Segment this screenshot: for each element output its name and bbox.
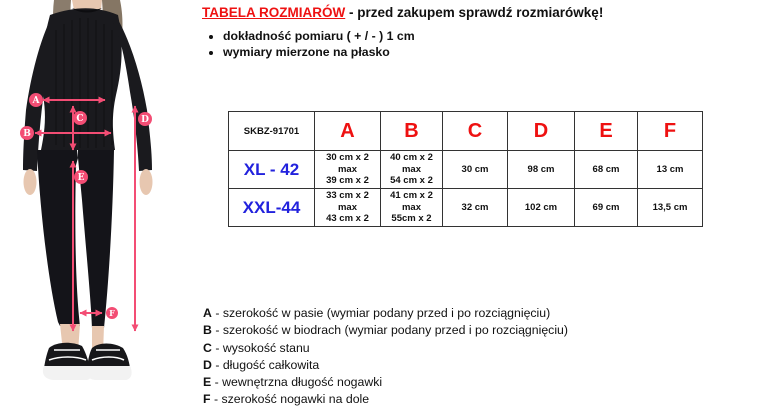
marker-letter-d: D [141, 115, 149, 126]
legend-item-c [203, 340, 683, 357]
measurement-cell [315, 151, 381, 189]
column-header-f: F [638, 112, 703, 151]
size-label-xl: XL - 42 [229, 151, 315, 189]
legend-separator: - [215, 323, 220, 338]
legend-text: długość całkowita [222, 357, 320, 372]
value-line: 30 cm x 2 [326, 151, 369, 163]
column-header-c: C [443, 112, 508, 151]
table-header-row [229, 112, 703, 151]
size-table-wrap [228, 111, 703, 227]
legend-separator: - [215, 306, 220, 320]
value-line: max [401, 201, 421, 213]
value-line: 54 cm x 2 [390, 175, 433, 187]
column-header-b: B [381, 112, 443, 151]
size-label-xxl: XXL-44 [229, 189, 315, 227]
value-line: max [401, 163, 421, 175]
measurement-cell: 68 cm [575, 151, 638, 189]
measurement-cell [381, 189, 443, 227]
value-line: 33 cm x 2 [326, 189, 369, 201]
legend-separator: - [215, 340, 220, 355]
sneakers [43, 343, 132, 380]
legend-key: F [203, 392, 211, 407]
value-line: 43 cm x 2 [326, 213, 369, 225]
measurement-legend [203, 305, 683, 409]
legend-text: szerokość w pasie (wymiar podany przed i po rozciągnięciu) [222, 306, 551, 320]
title-rest: - przed zakupem sprawdź rozmiarówkę! [349, 5, 604, 20]
value-line: 55cm x 2 [391, 213, 432, 225]
measurement-cell: 69 cm [575, 189, 638, 227]
page-title [202, 4, 762, 22]
column-header-a: A [315, 112, 381, 151]
title-highlight: TABELA ROZMIARÓW [202, 5, 346, 20]
legend-separator: - [213, 392, 219, 407]
model-photo [0, 0, 190, 420]
note-item-accuracy: • dokładność pomiaru ( + / - ) 1 cm [223, 29, 762, 45]
legend-item-b [203, 322, 683, 339]
legend-key: B [203, 323, 212, 338]
value-line: max [337, 163, 357, 175]
header-block [202, 4, 762, 60]
legend-text: szerokość nogawki na dole [221, 392, 370, 407]
measurement-cell: 102 cm [508, 189, 575, 227]
column-header-d: D [508, 112, 575, 151]
legend-text: wewnętrzna długość nogawki [222, 375, 383, 390]
legend-key: C [203, 340, 212, 355]
measurement-cell [381, 151, 443, 189]
model-figure-svg [0, 0, 190, 420]
marker-letter-a: A [32, 96, 40, 107]
measurement-cell: 13 cm [638, 151, 703, 189]
legend-key: E [203, 375, 212, 390]
legend-separator: - [215, 357, 220, 372]
measurement-cell: 32 cm [443, 189, 508, 227]
value-line: 39 cm x 2 [326, 175, 369, 187]
size-table [228, 111, 703, 227]
table-row-xl [229, 151, 703, 189]
value-line: 41 cm x 2 [390, 189, 433, 201]
legend-separator: - [214, 375, 219, 390]
value-line: 40 cm x 2 [390, 151, 433, 163]
legend-item-a [203, 305, 683, 322]
measurement-cell: 98 cm [508, 151, 575, 189]
marker-letter-e: E [77, 173, 85, 184]
legend-item-d [203, 357, 683, 374]
value-line: max [337, 201, 357, 213]
legend-item-f [203, 391, 683, 408]
marker-letter-b: B [23, 129, 31, 140]
table-row-xxl [229, 189, 703, 227]
legend-text: wysokość stanu [222, 340, 310, 355]
legend-item-e [203, 374, 683, 391]
note-list [202, 29, 762, 60]
marker-letter-f: F [109, 308, 115, 318]
marker-letter-c: C [76, 114, 84, 125]
measurement-cell: 30 cm [443, 151, 508, 189]
legend-key: D [203, 357, 212, 372]
measurement-cell: 13,5 cm [638, 189, 703, 227]
sweater [23, 8, 152, 171]
note-item-flat: • wymiary mierzone na płasko [223, 45, 762, 61]
legend-key: A [203, 306, 212, 320]
measurement-cell [315, 189, 381, 227]
legend-text: szerokość w biodrach (wymiar podany przed i po rozciągnięciu) [222, 323, 568, 338]
product-code-cell: SKBZ-91701 [229, 112, 315, 151]
column-header-e: E [575, 112, 638, 151]
